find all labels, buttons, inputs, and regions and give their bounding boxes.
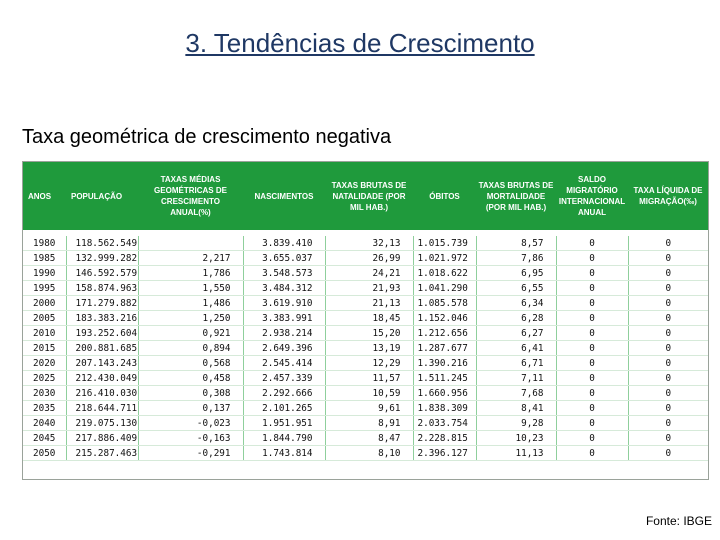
table-cell: 2000 xyxy=(23,296,66,311)
table-cell: 24,21 xyxy=(325,266,413,281)
table-cell: 2015 xyxy=(23,341,66,356)
table-cell: 12,29 xyxy=(325,356,413,371)
table-cell: 0,894 xyxy=(138,341,243,356)
table-cell: 0 xyxy=(628,281,708,296)
table-cell: 1,486 xyxy=(138,296,243,311)
table-cell: 2025 xyxy=(23,371,66,386)
table-cell: 158.874.963 xyxy=(66,281,138,296)
table-cell: 8,10 xyxy=(325,446,413,461)
table-cell: -0,023 xyxy=(138,416,243,431)
header-saldo-migratorio: SALDO MIGRATÓRIO INTERNACIONAL ANUAL xyxy=(556,162,628,230)
table-row xyxy=(23,296,708,311)
table-cell: 32,13 xyxy=(325,236,413,251)
table-cell: 7,11 xyxy=(476,371,556,386)
table-cell: 11,13 xyxy=(476,446,556,461)
table-cell: 0 xyxy=(628,296,708,311)
table-cell: 183.383.216 xyxy=(66,311,138,326)
table-cell: 3.548.573 xyxy=(243,266,325,281)
source-note: Fonte: IBGE xyxy=(645,514,712,528)
table-cell: 2020 xyxy=(23,356,66,371)
table-cell: 7,68 xyxy=(476,386,556,401)
table-cell: 0,921 xyxy=(138,326,243,341)
table-cell: 212.430.049 xyxy=(66,371,138,386)
header-taxas-mortalidade: TAXAS BRUTAS DE MORTALIDADE (POR MIL HAB.) xyxy=(476,162,556,230)
table-cell: 15,20 xyxy=(325,326,413,341)
table-cell: 171.279.882 xyxy=(66,296,138,311)
table-cell: 3.383.991 xyxy=(243,311,325,326)
table-cell: -0,291 xyxy=(138,446,243,461)
table-cell: 146.592.579 xyxy=(66,266,138,281)
table-row xyxy=(23,266,708,281)
table-cell: 6,34 xyxy=(476,296,556,311)
table-cell: 0 xyxy=(628,386,708,401)
table-cell: 0 xyxy=(556,341,628,356)
table-cell: 218.644.711 xyxy=(66,401,138,416)
table-cell: 2.649.396 xyxy=(243,341,325,356)
table-cell: 1.838.309 xyxy=(413,401,476,416)
section-subtitle: Taxa geométrica de crescimento negativa xyxy=(22,126,392,148)
table-cell: 132.999.282 xyxy=(66,251,138,266)
table-cell: 216.410.030 xyxy=(66,386,138,401)
table-header-row xyxy=(23,162,708,230)
table-cell: 0 xyxy=(556,371,628,386)
header-obitos: ÓBITOS xyxy=(413,162,476,230)
table-cell: 1995 xyxy=(23,281,66,296)
table-cell: 0 xyxy=(556,386,628,401)
table-cell: 1.015.739 xyxy=(413,236,476,251)
table-cell: 1980 xyxy=(23,236,66,251)
table-cell: 1.511.245 xyxy=(413,371,476,386)
table-cell: -0,163 xyxy=(138,431,243,446)
table-cell: 6,71 xyxy=(476,356,556,371)
table-cell: 215.287.463 xyxy=(66,446,138,461)
table-cell: 1,250 xyxy=(138,311,243,326)
table-cell: 1,550 xyxy=(138,281,243,296)
header-populacao: POPULAÇÃO xyxy=(66,162,138,230)
table-cell: 1.390.216 xyxy=(413,356,476,371)
table-row xyxy=(23,326,708,341)
header-anos: ANOS xyxy=(23,162,66,230)
table-cell: 0 xyxy=(556,356,628,371)
table-cell: 8,47 xyxy=(325,431,413,446)
table-cell: 0 xyxy=(628,311,708,326)
table-cell: 0 xyxy=(628,431,708,446)
table-cell: 0 xyxy=(556,266,628,281)
table-cell: 2045 xyxy=(23,431,66,446)
table-cell: 0 xyxy=(628,266,708,281)
table-cell: 2.396.127 xyxy=(413,446,476,461)
table-row xyxy=(23,311,708,326)
table-cell: 0 xyxy=(556,311,628,326)
table-cell: 0 xyxy=(628,401,708,416)
header-nascimentos: NASCIMENTOS xyxy=(243,162,325,230)
table-row xyxy=(23,431,708,446)
table-cell: 1,786 xyxy=(138,266,243,281)
table-cell: 2.101.265 xyxy=(243,401,325,416)
table-row xyxy=(23,416,708,431)
table-cell: 2040 xyxy=(23,416,66,431)
table-cell: 0 xyxy=(628,446,708,461)
table-cell: 6,95 xyxy=(476,266,556,281)
table-cell: 26,99 xyxy=(325,251,413,266)
table-cell: 0 xyxy=(556,281,628,296)
table-cell: 2.228.815 xyxy=(413,431,476,446)
table-cell: 1985 xyxy=(23,251,66,266)
table-cell: 9,28 xyxy=(476,416,556,431)
header-taxas-medias: TAXAS MÉDIAS GEOMÉTRICAS DE CRESCIMENTO ANUAL(%) xyxy=(138,162,243,230)
population-table-container xyxy=(22,161,709,480)
table-cell: 1.287.677 xyxy=(413,341,476,356)
page-title: 3. Tendências de Crescimento xyxy=(185,28,535,58)
table-cell: 217.886.409 xyxy=(66,431,138,446)
table-cell: 13,19 xyxy=(325,341,413,356)
table-cell: 3.484.312 xyxy=(243,281,325,296)
table-row xyxy=(23,251,708,266)
table-cell: 2.545.414 xyxy=(243,356,325,371)
table-cell: 7,86 xyxy=(476,251,556,266)
table-cell: 1.212.656 xyxy=(413,326,476,341)
table-cell: 0,137 xyxy=(138,401,243,416)
table-cell xyxy=(138,236,243,251)
table-row xyxy=(23,371,708,386)
table-cell: 0,568 xyxy=(138,356,243,371)
table-cell: 2.033.754 xyxy=(413,416,476,431)
table-cell: 219.075.130 xyxy=(66,416,138,431)
table-cell: 2050 xyxy=(23,446,66,461)
population-table xyxy=(23,162,708,461)
table-cell: 1.844.790 xyxy=(243,431,325,446)
table-cell: 0 xyxy=(556,431,628,446)
table-cell: 2.457.339 xyxy=(243,371,325,386)
table-cell: 0 xyxy=(628,341,708,356)
table-row xyxy=(23,446,708,461)
table-cell: 2.292.666 xyxy=(243,386,325,401)
table-cell: 1.041.290 xyxy=(413,281,476,296)
table-cell: 0,308 xyxy=(138,386,243,401)
table-row xyxy=(23,401,708,416)
table-cell: 0 xyxy=(628,356,708,371)
table-cell: 0 xyxy=(556,401,628,416)
table-cell: 2005 xyxy=(23,311,66,326)
header-taxa-liquida: TAXA LÍQUIDA DE MIGRAÇÃO(‰) xyxy=(628,162,708,230)
table-cell: 0 xyxy=(556,326,628,341)
table-cell: 1.660.956 xyxy=(413,386,476,401)
table-cell: 2010 xyxy=(23,326,66,341)
table-cell: 3.619.910 xyxy=(243,296,325,311)
table-cell: 0,458 xyxy=(138,371,243,386)
table-cell: 3.655.037 xyxy=(243,251,325,266)
table-cell: 0 xyxy=(556,296,628,311)
table-cell: 1.021.972 xyxy=(413,251,476,266)
table-cell: 1.951.951 xyxy=(243,416,325,431)
table-row xyxy=(23,281,708,296)
table-cell: 200.881.685 xyxy=(66,341,138,356)
table-row xyxy=(23,356,708,371)
table-cell: 21,93 xyxy=(325,281,413,296)
table-cell: 0 xyxy=(628,251,708,266)
table-body xyxy=(23,230,708,461)
table-cell: 0 xyxy=(556,236,628,251)
table-cell: 3.839.410 xyxy=(243,236,325,251)
table-cell: 0 xyxy=(628,326,708,341)
table-cell: 6,55 xyxy=(476,281,556,296)
table-cell: 6,27 xyxy=(476,326,556,341)
table-cell: 10,23 xyxy=(476,431,556,446)
table-cell: 2030 xyxy=(23,386,66,401)
table-cell: 8,91 xyxy=(325,416,413,431)
table-cell: 1.085.578 xyxy=(413,296,476,311)
table-cell: 193.252.604 xyxy=(66,326,138,341)
table-row xyxy=(23,236,708,251)
table-cell: 1.018.622 xyxy=(413,266,476,281)
table-cell: 0 xyxy=(628,371,708,386)
table-cell: 0 xyxy=(556,416,628,431)
table-cell: 2.938.214 xyxy=(243,326,325,341)
table-cell: 207.143.243 xyxy=(66,356,138,371)
table-row xyxy=(23,386,708,401)
table-cell: 11,57 xyxy=(325,371,413,386)
table-row xyxy=(23,341,708,356)
table-cell: 8,57 xyxy=(476,236,556,251)
table-cell: 9,61 xyxy=(325,401,413,416)
table-cell: 10,59 xyxy=(325,386,413,401)
table-cell: 6,41 xyxy=(476,341,556,356)
table-cell: 0 xyxy=(556,251,628,266)
table-cell: 0 xyxy=(556,446,628,461)
table-cell: 21,13 xyxy=(325,296,413,311)
table-cell: 0 xyxy=(628,236,708,251)
table-cell: 118.562.549 xyxy=(66,236,138,251)
table-cell: 1990 xyxy=(23,266,66,281)
table-cell: 18,45 xyxy=(325,311,413,326)
table-cell: 0 xyxy=(628,416,708,431)
table-cell: 1.743.814 xyxy=(243,446,325,461)
table-cell: 2035 xyxy=(23,401,66,416)
table-cell: 1.152.046 xyxy=(413,311,476,326)
table-cell: 6,28 xyxy=(476,311,556,326)
header-taxas-natalidade: TAXAS BRUTAS DE NATALIDADE (POR MIL HAB.) xyxy=(325,162,413,230)
table-cell: 8,41 xyxy=(476,401,556,416)
table-cell: 2,217 xyxy=(138,251,243,266)
